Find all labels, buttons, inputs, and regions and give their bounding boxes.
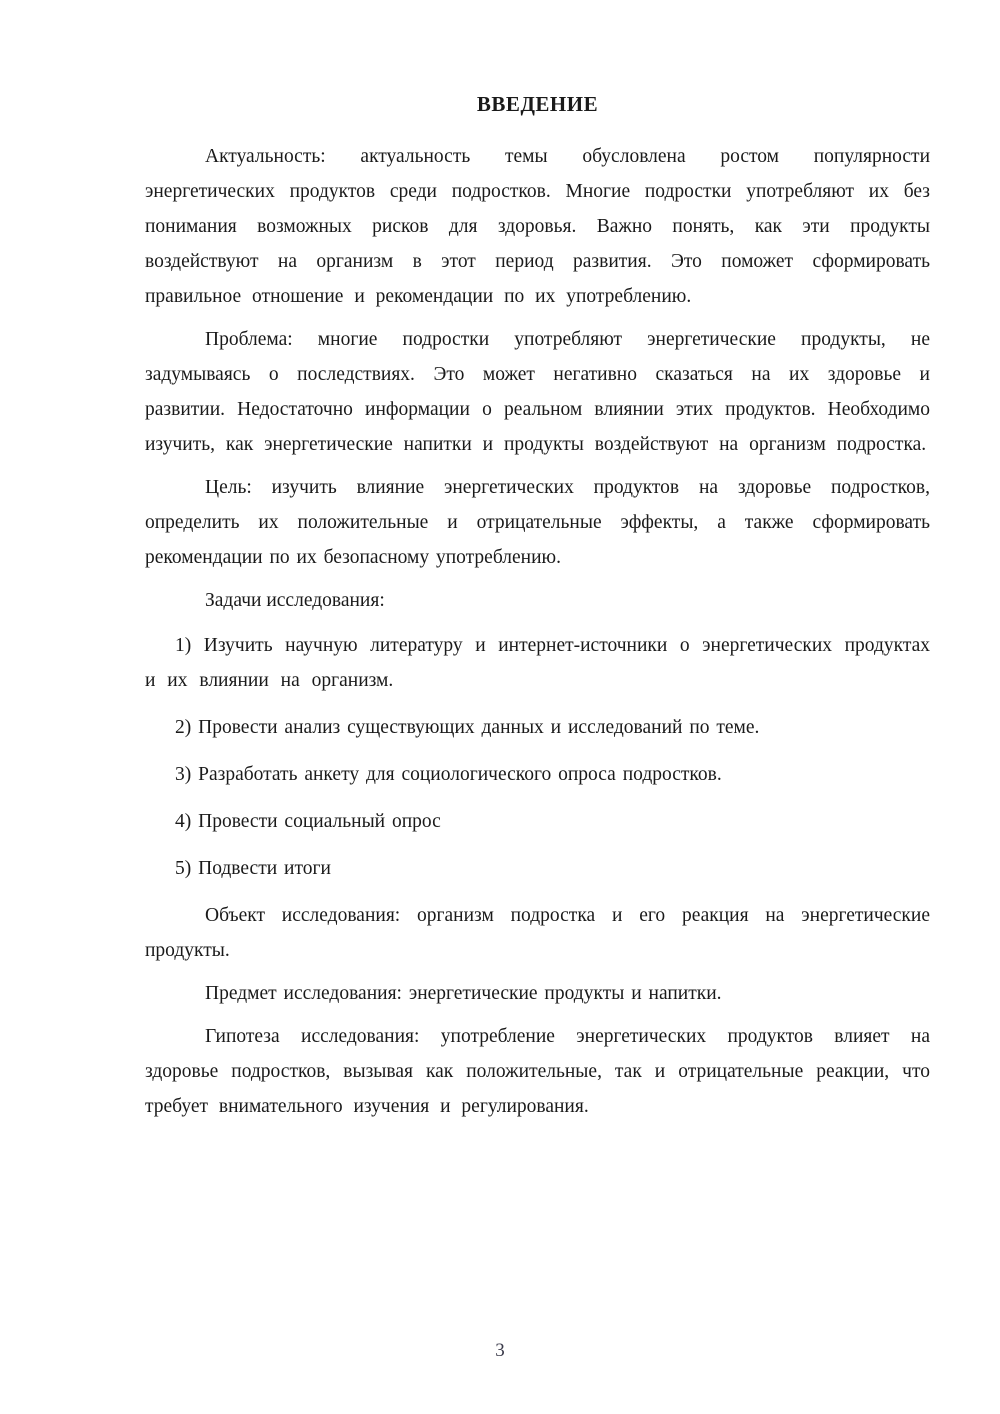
paragraph-obekt: Объект исследования: организм подростка и его реакция на энергетические продукты.	[145, 905, 930, 961]
task-item-2: 2) Провести анализ существующих данных и исследований по теме.	[175, 717, 760, 738]
task-item-5: 5) Подвести итоги	[175, 858, 331, 879]
paragraph-gipoteza: Гипотеза исследования: употребление энергетических продуктов влияет на здоровье подростков, вызывая как положительные, так и отрицательные реакции, что требует внимательного изучения и регулирования.	[145, 1026, 930, 1117]
page-title: ВВЕДЕНИЕ	[476, 92, 599, 116]
page-number: 3	[495, 1340, 505, 1361]
paragraph-predmet: Предмет исследования: энергетические продукты и напитки.	[205, 983, 722, 1004]
task-item-3: 3) Разработать анкету для социологического опроса подростков.	[175, 764, 722, 785]
task-item-1: 1) Изучить научную литературу и интернет-источники о энергетических продуктах и их влиянии на организм.	[145, 635, 930, 691]
task-item-4: 4) Провести социальный опрос	[175, 811, 441, 832]
paragraph-problema: Проблема: многие подростки употребляют энергетические продукты, не задумываясь о последствиях. Это может негативно сказаться на их здоровье и развитии. Недостаточно информации о реальном влиянии этих продуктов. Необходимо изучить, как энергетические напитки и продукты воздействуют на организм подростка.	[145, 329, 930, 455]
paragraph-aktualnost: Актуальность: актуальность темы обусловлена ростом популярности энергетических продуктов среди подростков. Многие подростки употребляют их без понимания возможных рисков для здоровья. Важно понять, как эти продукты воздействуют на организм в этот период развития. Это поможет сформировать правильное отношение и рекомендации по их употреблению.	[145, 146, 930, 307]
tasks-heading: Задачи исследования:	[205, 590, 385, 611]
paragraph-tsel: Цель: изучить влияние энергетических продуктов на здоровье подростков, определить их положительные и отрицательные эффекты, а также сформировать рекомендации по их безопасному употреблению.	[145, 477, 930, 568]
